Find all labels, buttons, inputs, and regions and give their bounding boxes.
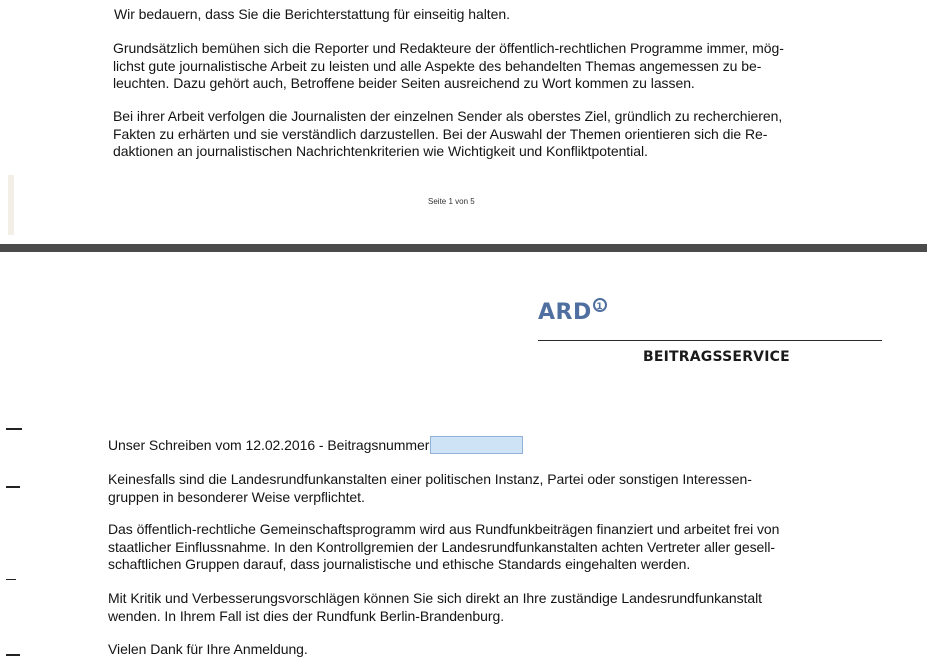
fold-mark <box>6 579 16 580</box>
reference-line <box>108 436 523 455</box>
fold-mark <box>6 486 20 488</box>
text-line: Fakten zu erhärten und sie verständlich darzustellen. Bei der Auswahl der Themen orientieren sich die Re- <box>113 125 768 142</box>
text-line: Wir bedauern, dass Sie die Berichterstattung für einseitig halten. <box>114 6 510 22</box>
text-line: schaftlichen Gruppen darauf, dass journalistische und ethische Standards eingehalten werden. <box>108 556 691 572</box>
scan-artifact <box>8 175 14 235</box>
text-line: Bei ihrer Arbeit verfolgen die Journalisten der einzelnen Sender als oberstes Ziel, gründlich zu recherchieren, <box>113 108 783 124</box>
fold-mark <box>6 428 22 430</box>
text-line: Das öffentlich-rechtliche Gemeinschaftsprogramm wird aus Rundfunkbeiträgen finanziert und arbeitet frei von <box>108 521 780 537</box>
text-line: daktionen an journalistischen Nachrichtenkriterien wie Wichtigkeit und Konfliktpotential. <box>113 143 648 159</box>
paragraph-thanks <box>108 641 308 659</box>
letter-page-1 <box>0 0 927 244</box>
page-number-footer: Seite 1 von 5 <box>428 197 475 206</box>
ard-one-icon: 1 <box>593 298 607 312</box>
text-line: Keinesfalls sind die Landesrundfunkanstalten einer politischen Instanz, Partei oder sonstigen Interessen- <box>108 471 752 487</box>
page-divider <box>0 244 927 252</box>
text-line: Grundsätzlich bemühen sich die Reporter und Redakteure der öffentlich-rechtlichen Programme immer, mög- <box>113 40 784 56</box>
redacted-number-box <box>430 436 523 454</box>
paragraph-criticism <box>108 590 762 625</box>
letter-page-2 <box>0 252 927 665</box>
fold-mark <box>6 654 20 656</box>
paragraph-independence <box>108 471 752 506</box>
text-line: lichst gute journalistische Arbeit zu leisten und alle Aspekte des behandelten Themas angemessen zu be- <box>113 57 762 74</box>
reference-text: Unser Schreiben vom 12.02.2016 - Beitragsnummer <box>108 437 430 453</box>
text-line: staatlicher Einflussnahme. In den Kontrollgremien der Landesrundfunkanstalten achten Vertreter aller gesell- <box>108 538 775 555</box>
text-line: Vielen Dank für Ihre Anmeldung. <box>108 641 308 657</box>
text-line: leuchten. Dazu gehört auch, Betroffene beider Seiten ausreichend zu Wort kommen zu lassen. <box>113 75 695 91</box>
ard-logo <box>538 300 607 325</box>
text-line: wenden. In Ihrem Fall ist dies der Rundfunk Berlin-Brandenburg. <box>108 607 505 624</box>
logo-text: ARD <box>538 300 592 325</box>
header-rule <box>538 340 882 341</box>
text-line: Mit Kritik und Verbesserungsvorschlägen können Sie sich direkt an Ihre zuständige Landesrundfunkanstalt <box>108 590 763 606</box>
text-line: gruppen in besonderer Weise verpflichtet. <box>108 488 365 505</box>
paragraph-journalistic-work <box>113 40 784 93</box>
paragraph-financing <box>108 521 779 574</box>
beitragsservice-label: BEITRAGSSERVICE <box>643 349 790 365</box>
paragraph-regret <box>114 6 510 24</box>
paragraph-journalist-goals <box>113 108 782 161</box>
